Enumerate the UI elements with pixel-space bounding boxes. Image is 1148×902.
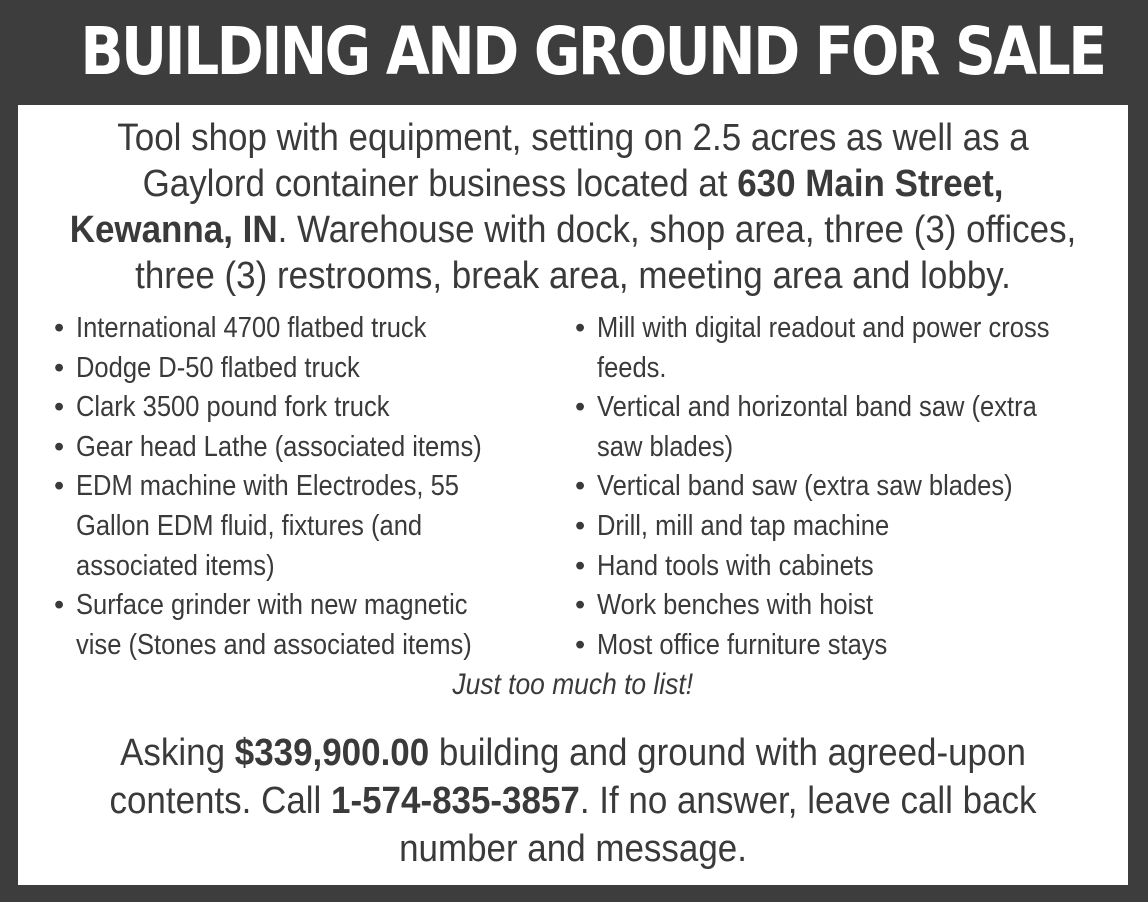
bullet-icon: •: [54, 470, 65, 503]
equipment-item-text: Mill with digital readout and power cross: [597, 312, 1050, 344]
closing-text: Asking: [120, 732, 235, 774]
equipment-item: [575, 626, 1120, 666]
closing-text: contents. Call: [109, 780, 332, 822]
equipment-item-text: Gallon EDM fluid, fixtures (and: [76, 509, 423, 542]
equipment-list-left: [54, 309, 574, 665]
intro-text: . Warehouse with dock, shop area, three (3) offices,: [277, 209, 1077, 251]
closing-line-3: number and message.: [399, 828, 747, 870]
intro-line-1: Tool shop with equipment, setting on 2.5 acres as well as a: [117, 117, 1029, 159]
address-street: 630 Main Street,: [737, 163, 1004, 205]
intro-line-2: [62, 161, 1083, 207]
bullet-icon: •: [54, 312, 65, 344]
bullet-icon: •: [54, 391, 65, 424]
bullet-icon: •: [54, 430, 65, 463]
bullet-icon: •: [54, 589, 65, 622]
equipment-item-text: International 4700 flatbed truck: [76, 312, 427, 344]
equipment-item: [575, 547, 1120, 587]
intro-line-4: three (3) restrooms, break area, meeting area and lobby.: [135, 255, 1011, 297]
intro-text: Gaylord container business located at: [142, 163, 738, 205]
equipment-item-text: Gear head Lathe (associated items): [76, 430, 482, 463]
equipment-item: [54, 467, 574, 586]
ad-closing: [18, 729, 1128, 873]
equipment-item-text: Dodge D-50 flatbed truck: [76, 351, 360, 384]
address-city: Kewanna, IN: [69, 209, 278, 251]
equipment-item-text: Surface grinder with new magnetic: [76, 589, 468, 622]
closing-line-1: [62, 729, 1083, 777]
bullet-icon: •: [575, 549, 586, 582]
ad-body: [18, 105, 1128, 885]
equipment-item-text: Vertical band saw (extra saw blades): [597, 470, 1013, 503]
equipment-item-text: Hand tools with cabinets: [597, 549, 874, 582]
closing-text: . If no answer, leave call back: [579, 780, 1037, 822]
equipment-item-text: Drill, mill and tap machine: [597, 509, 890, 542]
bullet-icon: •: [575, 391, 586, 424]
equipment-item-text: Vertical and horizontal band saw (extra: [597, 391, 1037, 424]
equipment-item-text: Most office furniture stays: [597, 628, 888, 661]
equipment-item: [575, 586, 1120, 626]
bullet-icon: •: [575, 470, 586, 503]
ad-tagline: [18, 665, 1128, 705]
equipment-item: [575, 467, 1120, 507]
tagline-text: Just too much to list!: [452, 668, 694, 701]
ad-intro: [18, 115, 1128, 299]
equipment-item: [575, 309, 1120, 388]
closing-line-2: [62, 777, 1083, 825]
equipment-item-text: Clark 3500 pound fork truck: [76, 391, 390, 424]
bullet-icon: •: [54, 351, 65, 384]
equipment-item: [54, 349, 574, 389]
bullet-icon: •: [575, 589, 586, 622]
bullet-icon: •: [575, 312, 586, 344]
bullet-icon: •: [575, 509, 586, 542]
equipment-item: [54, 428, 574, 468]
closing-text: building and ground with agreed-upon: [429, 732, 1026, 774]
ad-headline: BUILDING AND GROUND FOR SALE: [80, 13, 1105, 90]
equipment-item: [54, 388, 574, 428]
intro-line-3: [62, 207, 1083, 253]
equipment-item: [575, 388, 1120, 467]
equipment-list-right: [575, 309, 1120, 665]
bullet-icon: •: [575, 628, 586, 661]
equipment-item: [54, 309, 574, 349]
equipment-item-text: Work benches with hoist: [597, 589, 874, 622]
equipment-item-text: vise (Stones and associated items): [76, 628, 472, 661]
equipment-item-text: saw blades): [597, 430, 734, 463]
asking-price: $339,900.00: [234, 732, 430, 774]
phone-number: 1-574-835-3857: [331, 780, 580, 822]
equipment-item-text: associated items): [76, 549, 275, 582]
equipment-item: [575, 507, 1120, 547]
equipment-item: [54, 586, 574, 665]
equipment-item-text: EDM machine with Electrodes, 55: [76, 470, 459, 503]
equipment-item-text: feeds.: [597, 351, 667, 384]
